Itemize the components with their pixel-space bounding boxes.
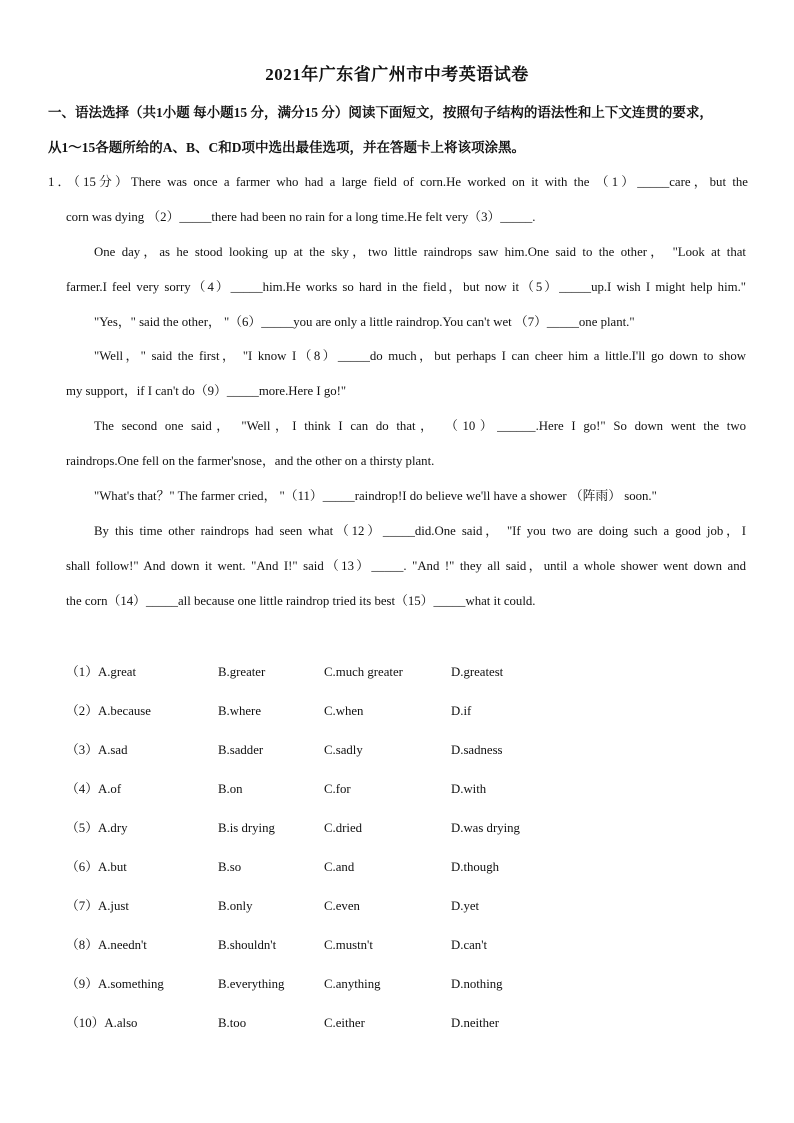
passage-line-9: raindrops.One fell on the farmer'snose，and the other on a thirsty plant. <box>66 454 435 468</box>
option-1-d: D.greatest <box>451 665 504 679</box>
option-row-5 <box>0 820 794 837</box>
option-10-c: C.either <box>324 1016 365 1030</box>
option-3-b: B.sadder <box>218 743 264 757</box>
option-row-4 <box>0 781 794 798</box>
option-10-a: （10）A.also <box>66 1016 138 1030</box>
option-row-8 <box>0 937 794 954</box>
option-6-b: B.so <box>218 860 242 874</box>
option-8-b: B.shouldn't <box>218 938 277 952</box>
option-4-d: D.with <box>451 782 487 796</box>
passage-line-12: shall follow!" And down it went. "And I!" said（13）_____. "And !" they all said，until a whole shower went down and <box>66 559 746 573</box>
option-5-b: B.is drying <box>218 821 275 835</box>
option-2-b: B.where <box>218 704 261 718</box>
option-5-a: （5）A.dry <box>66 821 128 835</box>
option-4-a: （4）A.of <box>66 782 122 796</box>
option-7-b: B.only <box>218 899 253 913</box>
option-row-3 <box>0 742 794 759</box>
option-row-10 <box>0 1015 794 1032</box>
option-9-c: C.anything <box>324 977 381 991</box>
option-5-c: C.dried <box>324 821 363 835</box>
option-2-d: D.if <box>451 704 472 718</box>
instructions-line-2: 从1～15各题所给的A、B、C和D项中选出最佳选项，并在答题卡上将该项涂黑。 <box>48 140 526 155</box>
passage-line-1: 1．（15分）There was once a farmer who had a large field of corn.He worked on it with the （1）_____care，but the <box>48 175 748 189</box>
option-8-d: D.can't <box>451 938 488 952</box>
page-title: 2021年广东省广州市中考英语试卷 <box>265 65 529 84</box>
option-7-d: D.yet <box>451 899 480 913</box>
option-8-a: （8）A.needn't <box>66 938 147 952</box>
option-5-d: D.was drying <box>451 821 520 835</box>
option-3-a: （3）A.sad <box>66 743 128 757</box>
option-row-7 <box>0 898 794 915</box>
option-4-b: B.on <box>218 782 243 796</box>
option-3-c: C.sadly <box>324 743 363 757</box>
passage-line-11: By this time other raindrops had seen what（12）_____did.One said， "If you two are doing such a good job，I <box>94 524 746 538</box>
option-6-c: C.and <box>324 860 355 874</box>
option-row-2 <box>0 703 794 720</box>
option-9-d: D.nothing <box>451 977 503 991</box>
option-7-a: （7）A.just <box>66 899 129 913</box>
instructions-line-1: 一、语法选择（共1小题 每小题15 分，满分15 分）阅读下面短文，按照句子结构的语法性和上下文连贯的要求， <box>48 105 713 120</box>
option-4-c: C.for <box>324 782 351 796</box>
option-2-c: C.when <box>324 704 364 718</box>
option-row-9 <box>0 976 794 993</box>
option-8-c: C.mustn't <box>324 938 373 952</box>
option-9-b: B.everything <box>218 977 285 991</box>
option-1-c: C.much greater <box>324 665 403 679</box>
passage-line-13: the corn（14）_____all because one little raindrop tried its best（15）_____what it could. <box>66 594 536 608</box>
passage-line-5: "Yes，" said the other， "（6）_____you are only a little raindrop.You can't wet （7）_____one plant." <box>94 315 635 329</box>
passage-line-8: The second one said， "Well，I think I can do that， （10）______.Here I go!" So down went the two <box>94 419 746 433</box>
option-1-b: B.greater <box>218 665 266 679</box>
option-6-a: （6）A.but <box>66 860 127 874</box>
option-9-a: （9）A.something <box>66 977 164 991</box>
passage-line-4: farmer.I feel very sorry（4）_____him.He works so hard in the field，but now it（5）_____up.I wish I might help him." <box>66 280 746 294</box>
passage-line-3: One day，as he stood looking up at the sky，two little raindrops saw him.One said to the other， "Look at that <box>94 245 746 259</box>
passage-line-7: my support，if I can't do（9）_____more.Here I go!" <box>66 384 347 398</box>
option-10-b: B.too <box>218 1016 247 1030</box>
option-3-d: D.sadness <box>451 743 503 757</box>
option-10-d: D.neither <box>451 1016 499 1030</box>
option-6-d: D.though <box>451 860 499 874</box>
option-row-6 <box>0 859 794 876</box>
option-2-a: （2）A.because <box>66 704 151 718</box>
passage-line-2: corn was dying （2）_____there had been no rain for a long time.He felt very（3）_____. <box>66 210 536 224</box>
option-7-c: C.even <box>324 899 360 913</box>
passage-line-6: "Well，" said the first， "I know I（8）_____do much，but perhaps I can cheer him a little.I'll go down to show <box>94 349 746 363</box>
option-1-a: （1）A.great <box>66 665 137 679</box>
passage-line-10: "What's that？" The farmer cried， "（11）_____raindrop!I do believe we'll have a shower （阵雨） soon." <box>94 489 657 503</box>
option-row-1 <box>0 664 794 681</box>
